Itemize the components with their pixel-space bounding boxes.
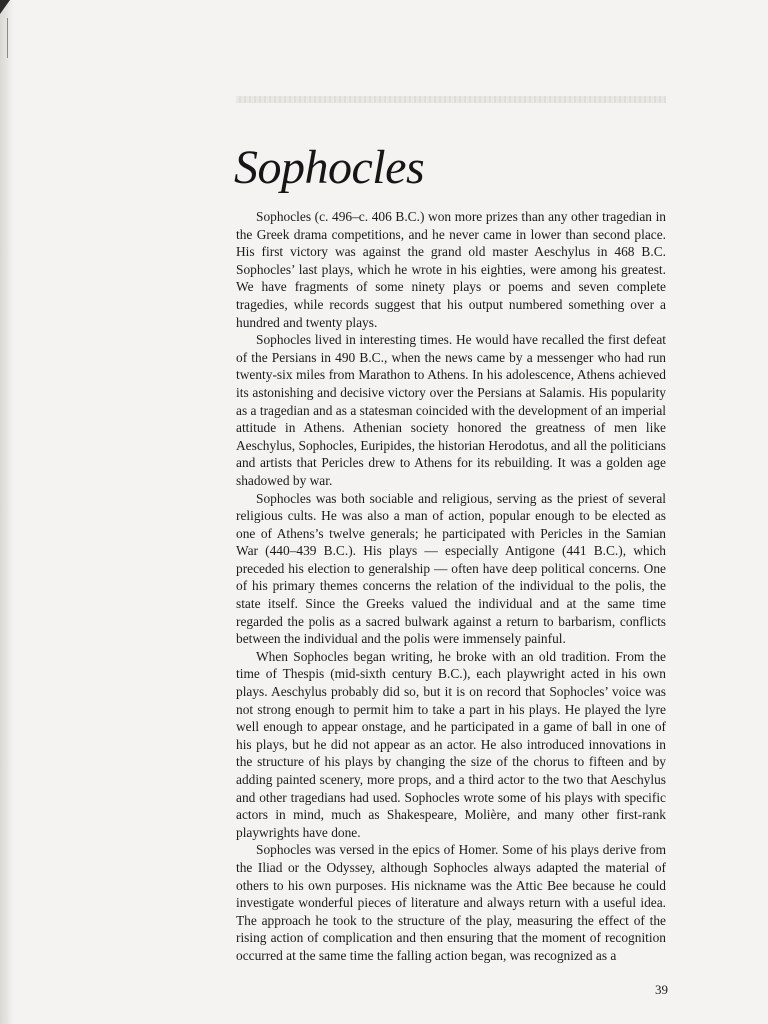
- page-corner-mark: [0, 0, 10, 14]
- page-number: 39: [655, 982, 668, 997]
- body-text: [236, 208, 666, 965]
- binding-line: [7, 18, 8, 58]
- page-title: Sophocles: [234, 141, 425, 194]
- paragraph: Sophocles lived in interesting times. He would have recalled the first defeat of the Persians in 490 B.C., when the news came by a messenger who had run twenty-six miles from Marathon to Athens. In his adolescence, Athens achieved its astonishing and decisive victory over the Persians at Salamis. His popularity as a tragedian and as a statesman coincided with the development of an imperial attitude in Athens. Athenian society honored the greatness of men like Aeschylus, Sophocles, Euripides, the historian Herodotus, and all the politicians and artists that Pericles drew to Athens for its rebuilding. It was a golden age shadowed by war.: [236, 332, 666, 488]
- paragraph: When Sophocles began writing, he broke with an old tradition. From the time of Thespis (mid-sixth century B.C.), each playwright acted in his own plays. Aeschylus probably did so, but it is on record that Sophocles’ voice was not strong enough to permit him to take a part in his plays. He played the lyre well enough to appear onstage, and he participated in a game of ball in one of his plays, but he did not appear as an actor. He also introduced innovations in the structure of his plays by changing the size of the chorus to fifteen and by adding painted scenery, more props, and a third actor to the two that Aeschylus and other tragedians had used. Sophocles wrote some of his plays with specific actors in mind, much as Shakespeare, Molière, and many other first-rank playwrights have done.: [236, 648, 666, 840]
- paragraph: Sophocles (c. 496–c. 406 B.C.) won more prizes than any other tragedian in the Greek drama competitions, and he never came in lower than second place. His first victory was against the grand old master Aeschylus in 468 B.C. Sophocles’ last plays, which he wrote in his eighties, were among his greatest. We have fragments of some ninety plays or poems and seven complete tragedies, while records suggest that his output numbered something over a hundred and twenty plays.: [236, 209, 666, 330]
- paragraph: Sophocles was versed in the epics of Homer. Some of his plays derive from the Iliad or the Odyssey, although Sophocles always adapted the material of others to his own purposes. His nickname was the Attic Bee because he could investigate wonderful pieces of literature and always return with a useful idea. The approach he took to the structure of the play, measuring the effect of the rising action of complication and then ensuring that the moment of recognition occurred at the same time the falling action began, was recognized as a: [236, 842, 666, 963]
- paragraph: Sophocles was both sociable and religious, serving as the priest of several religious cults. He was also a man of action, popular enough to be elected as one of Athens’s twelve generals; he participated with Pericles in the Samian War (440–439 B.C.). His plays — especially Antigone (441 B.C.), which preceded his election to generalship — often have deep political concerns. One of his primary themes concerns the relation of the individual to the polis, the state itself. Since the Greeks valued the individual and at the same time regarded the polis as a sacred bulwark against a return to barbarism, conflicts between the individual and the polis were immensely painful.: [236, 490, 666, 647]
- scan-shadow: [0, 0, 14, 1024]
- header-rule: [236, 96, 666, 103]
